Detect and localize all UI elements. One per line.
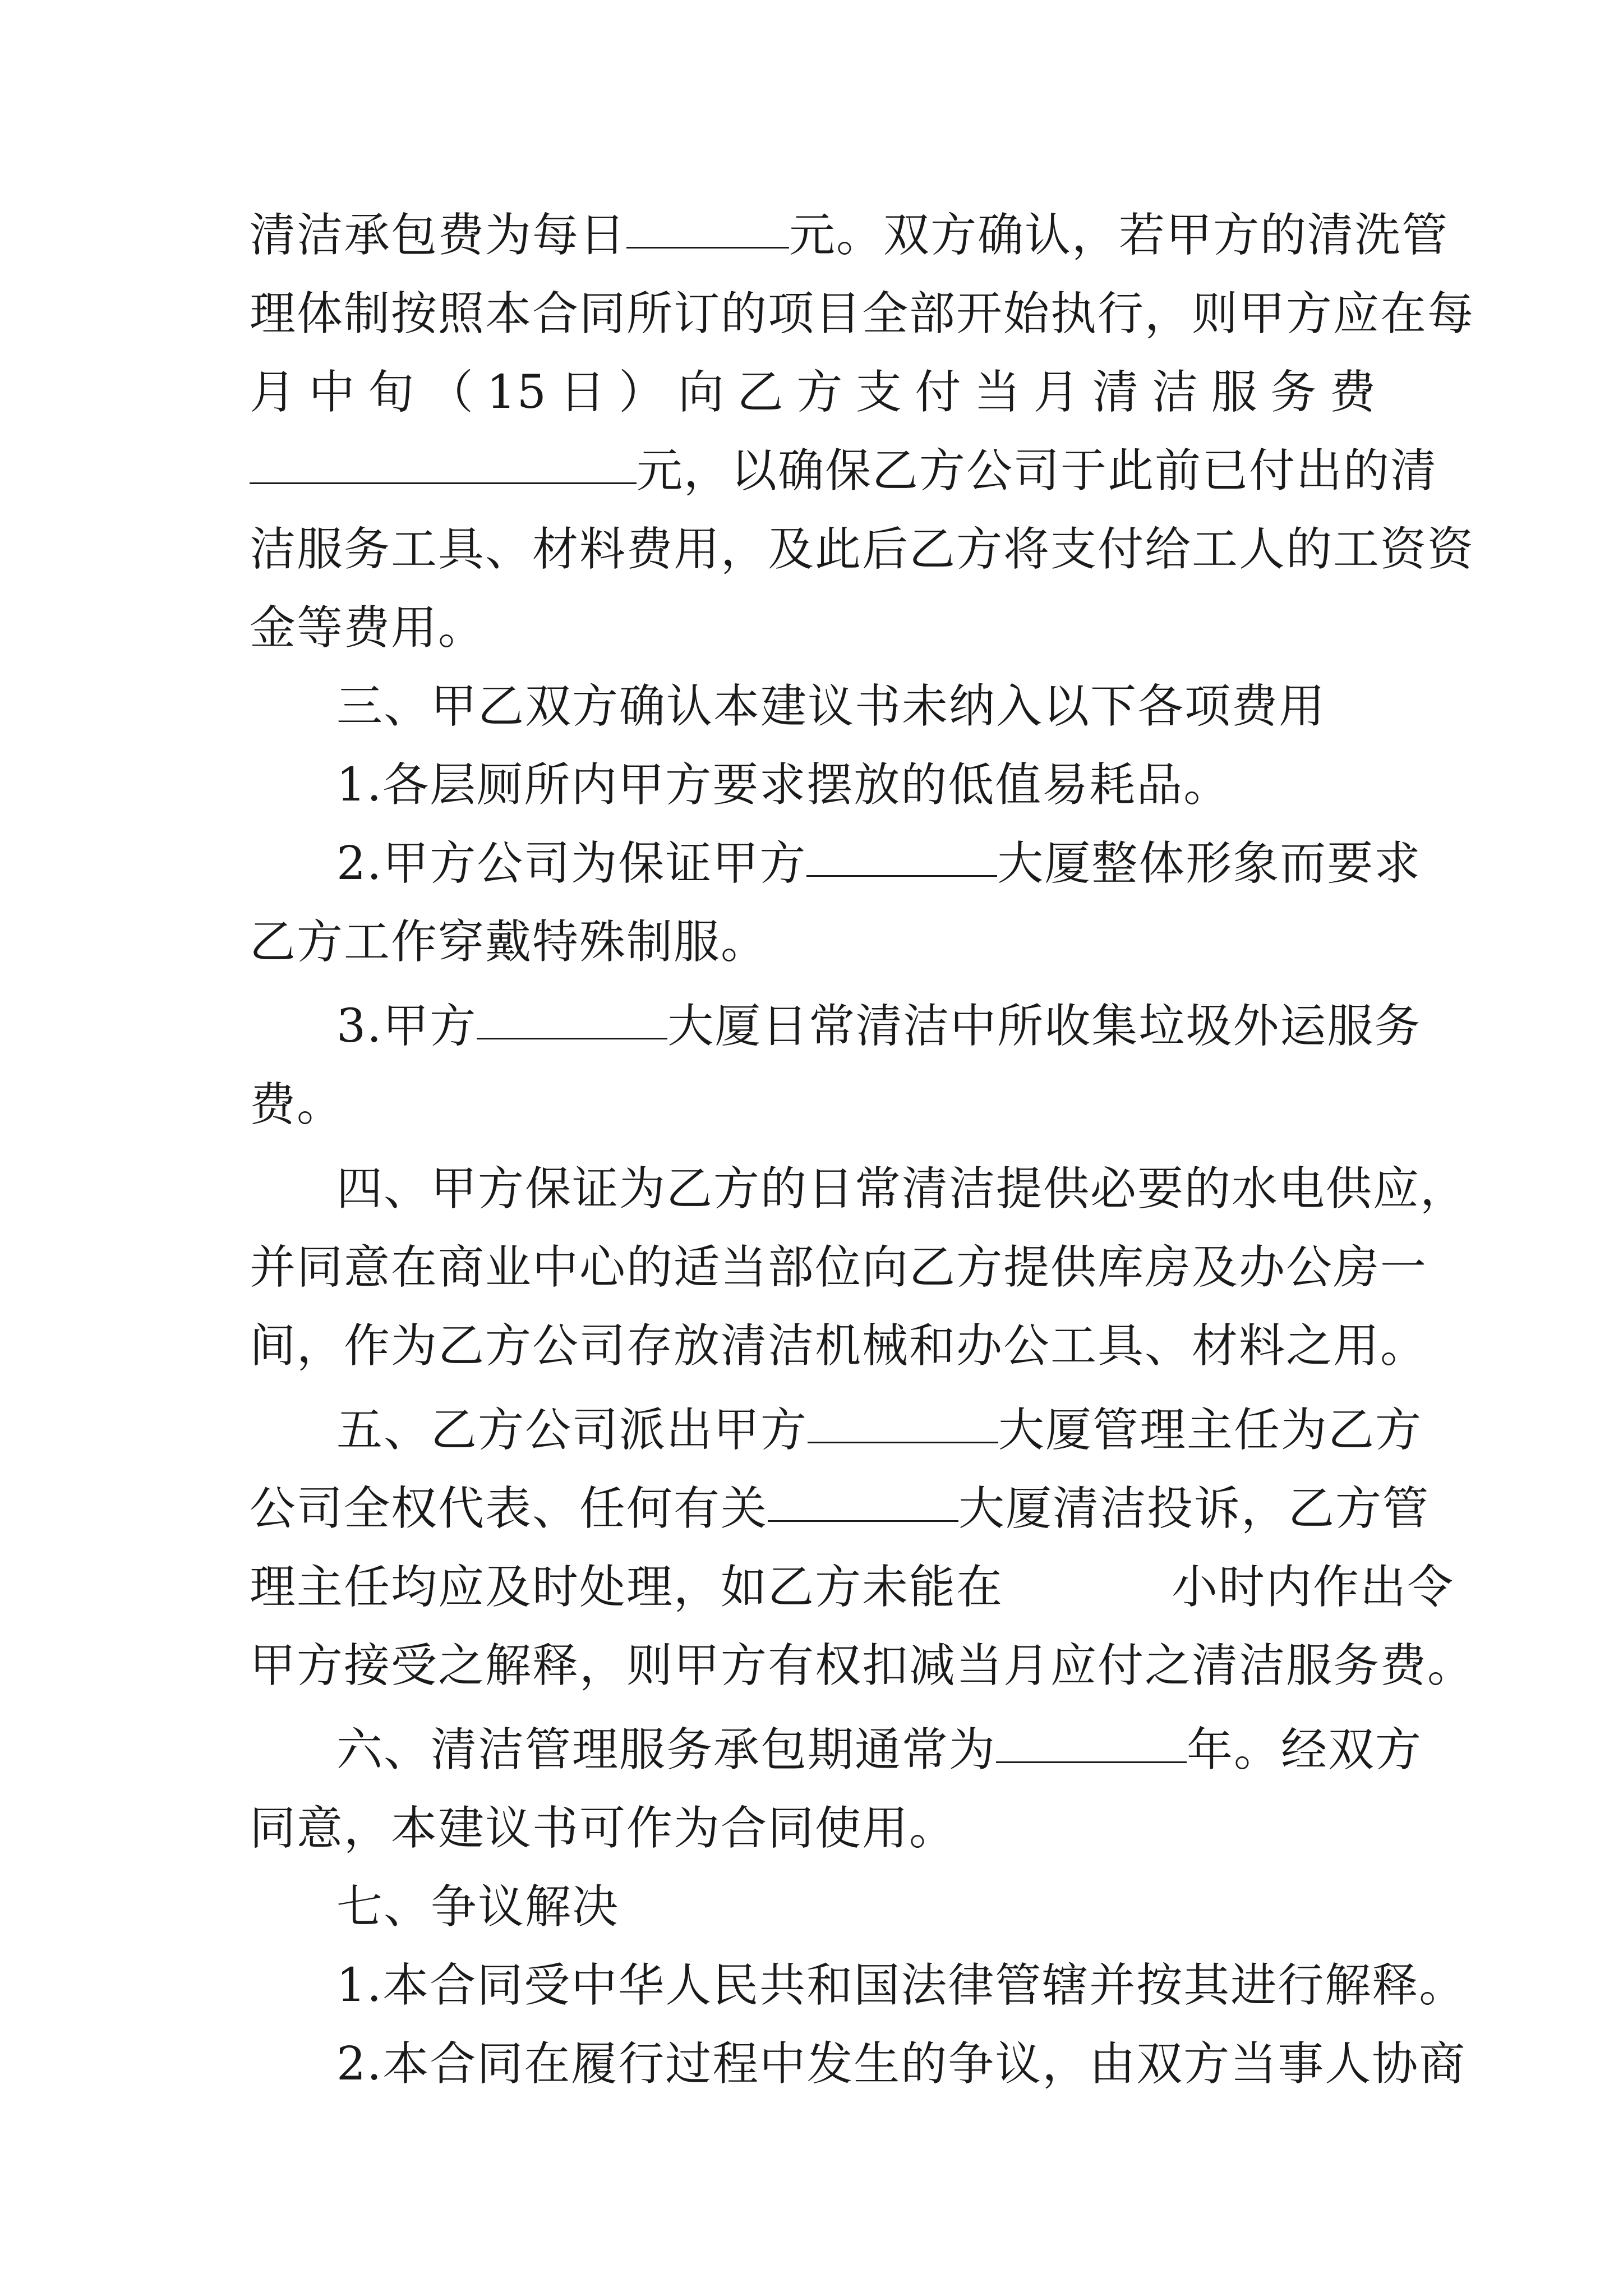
fill-in-blank[interactable] bbox=[806, 830, 997, 877]
text-segment: 大厦整体形象而要求 bbox=[997, 837, 1422, 890]
list-item bbox=[336, 2031, 1466, 2098]
text-segment: 大厦清洁投诉，乙方管 bbox=[958, 1482, 1430, 1535]
list-item bbox=[336, 830, 1421, 898]
text-char: 支 bbox=[855, 366, 903, 419]
text-segment: 五、乙方公司派出甲方 bbox=[336, 1404, 808, 1457]
text-line bbox=[250, 280, 1474, 348]
text-segment: 2.甲方公司为保证甲方 bbox=[336, 837, 807, 890]
text-char: 中 bbox=[308, 366, 356, 419]
section-heading bbox=[336, 1397, 1422, 1464]
fill-in-blank[interactable] bbox=[808, 1397, 998, 1443]
text-line bbox=[250, 1313, 1427, 1380]
text-char: 当 bbox=[974, 366, 1022, 419]
section-heading bbox=[336, 1874, 619, 1941]
section-heading bbox=[336, 1156, 1467, 1223]
text-segment: 三、甲乙双方确认本建议书未纳入以下各项费用 bbox=[336, 680, 1326, 733]
text-char: 洁 bbox=[1151, 366, 1199, 419]
list-item bbox=[336, 993, 1421, 1060]
text-char: 费 bbox=[1329, 366, 1377, 419]
text-char: 务 bbox=[1270, 366, 1318, 419]
text-segment: 间，作为乙方公司存放清洁机械和办公工具、材料之用。 bbox=[250, 1319, 1428, 1373]
text-segment: 理主任均应及时处理，如乙方未能在 bbox=[250, 1561, 1004, 1614]
text-segment: 年。经双方 bbox=[1187, 1723, 1423, 1777]
text-char: 月 bbox=[250, 366, 297, 419]
fill-in-blank[interactable] bbox=[768, 1475, 958, 1522]
text-segment: 2.本合同在履行过程中发生的争议，由双方当事人协商 bbox=[336, 2037, 1467, 2091]
text-segment: 理体制按照本合同所订的项目全部开始执行，则甲方应在每 bbox=[250, 287, 1475, 341]
text-segment: 元。双方确认，若甲方的清洗管 bbox=[789, 209, 1449, 262]
text-line bbox=[250, 359, 1377, 426]
text-segment: 四、甲方保证为乙方的日常清洁提供必要的水电供应， bbox=[336, 1162, 1468, 1216]
text-line bbox=[250, 1795, 956, 1862]
text-line bbox=[250, 1632, 1474, 1700]
text-line bbox=[250, 1234, 1427, 1301]
blank-space[interactable] bbox=[1003, 1554, 1172, 1599]
text-char: 月 bbox=[1033, 366, 1081, 419]
text-segment: 元，以确保乙方公司于此前已付出的清 bbox=[637, 444, 1438, 498]
text-segment: 大厦管理主任为乙方 bbox=[998, 1404, 1423, 1457]
fill-in-blank[interactable] bbox=[996, 1717, 1187, 1763]
section-heading bbox=[336, 1717, 1422, 1784]
text-line bbox=[250, 1071, 344, 1139]
fill-in-blank[interactable] bbox=[250, 438, 637, 484]
text-segment: 大厦日常清洁中所收集垃圾外运服务 bbox=[667, 1000, 1422, 1053]
text-char: ） bbox=[619, 366, 666, 419]
text-line bbox=[250, 202, 1449, 269]
text-segment: 洁服务工具、材料费用，及此后乙方将支付给工人的工资资 bbox=[250, 523, 1475, 576]
text-line bbox=[250, 438, 1437, 505]
text-segment: 同意，本建议书可作为合同使用。 bbox=[250, 1802, 957, 1855]
text-line bbox=[250, 1475, 1430, 1543]
text-segment: 并同意在商业中心的适当部位向乙方提供库房及办公房一 bbox=[250, 1241, 1428, 1294]
text-line bbox=[250, 516, 1474, 583]
text-segment: 1.各层厕所内甲方要求摆放的低值易耗品。 bbox=[336, 758, 1231, 812]
text-segment: 清洁承包费为每日 bbox=[250, 209, 627, 262]
section-heading bbox=[336, 673, 1326, 740]
text-segment: 六、清洁管理服务承包期通常为 bbox=[336, 1723, 997, 1777]
text-char: 向 bbox=[677, 366, 725, 419]
fill-in-blank[interactable] bbox=[477, 993, 667, 1039]
text-segment: 乙方工作穿戴特殊制服。 bbox=[250, 915, 768, 969]
list-item bbox=[336, 1952, 1466, 2019]
text-segment: 七、争议解决 bbox=[336, 1880, 620, 1934]
text-char: 方 bbox=[796, 366, 844, 419]
text-char: 服 bbox=[1211, 366, 1258, 419]
fill-in-blank[interactable] bbox=[626, 202, 789, 249]
text-segment: 公司全权代表、任何有关 bbox=[250, 1482, 768, 1535]
text-char: 乙 bbox=[737, 366, 785, 419]
text-segment: 3.甲方 bbox=[336, 1000, 477, 1053]
text-char: （ bbox=[427, 366, 474, 419]
text-char: 日 bbox=[559, 366, 607, 419]
text-segment: 小时内作出令 bbox=[1172, 1561, 1455, 1614]
text-line bbox=[250, 909, 768, 976]
text-segment: 甲方接受之解释，则甲方有权扣减当月应付之清洁服务费。 bbox=[250, 1639, 1475, 1692]
list-item bbox=[336, 752, 1230, 819]
text-char: 付 bbox=[915, 366, 962, 419]
text-line bbox=[250, 595, 485, 662]
text-line bbox=[250, 1554, 1454, 1621]
text-segment: 金等费用。 bbox=[250, 601, 486, 655]
text-char: 清 bbox=[1092, 366, 1140, 419]
text-char: 15 bbox=[486, 366, 547, 419]
text-segment: 1.本合同受中华人民共和国法律管辖并按其进行解释。 bbox=[336, 1959, 1467, 2012]
text-segment: 费。 bbox=[250, 1078, 344, 1131]
text-char: 旬 bbox=[368, 366, 416, 419]
